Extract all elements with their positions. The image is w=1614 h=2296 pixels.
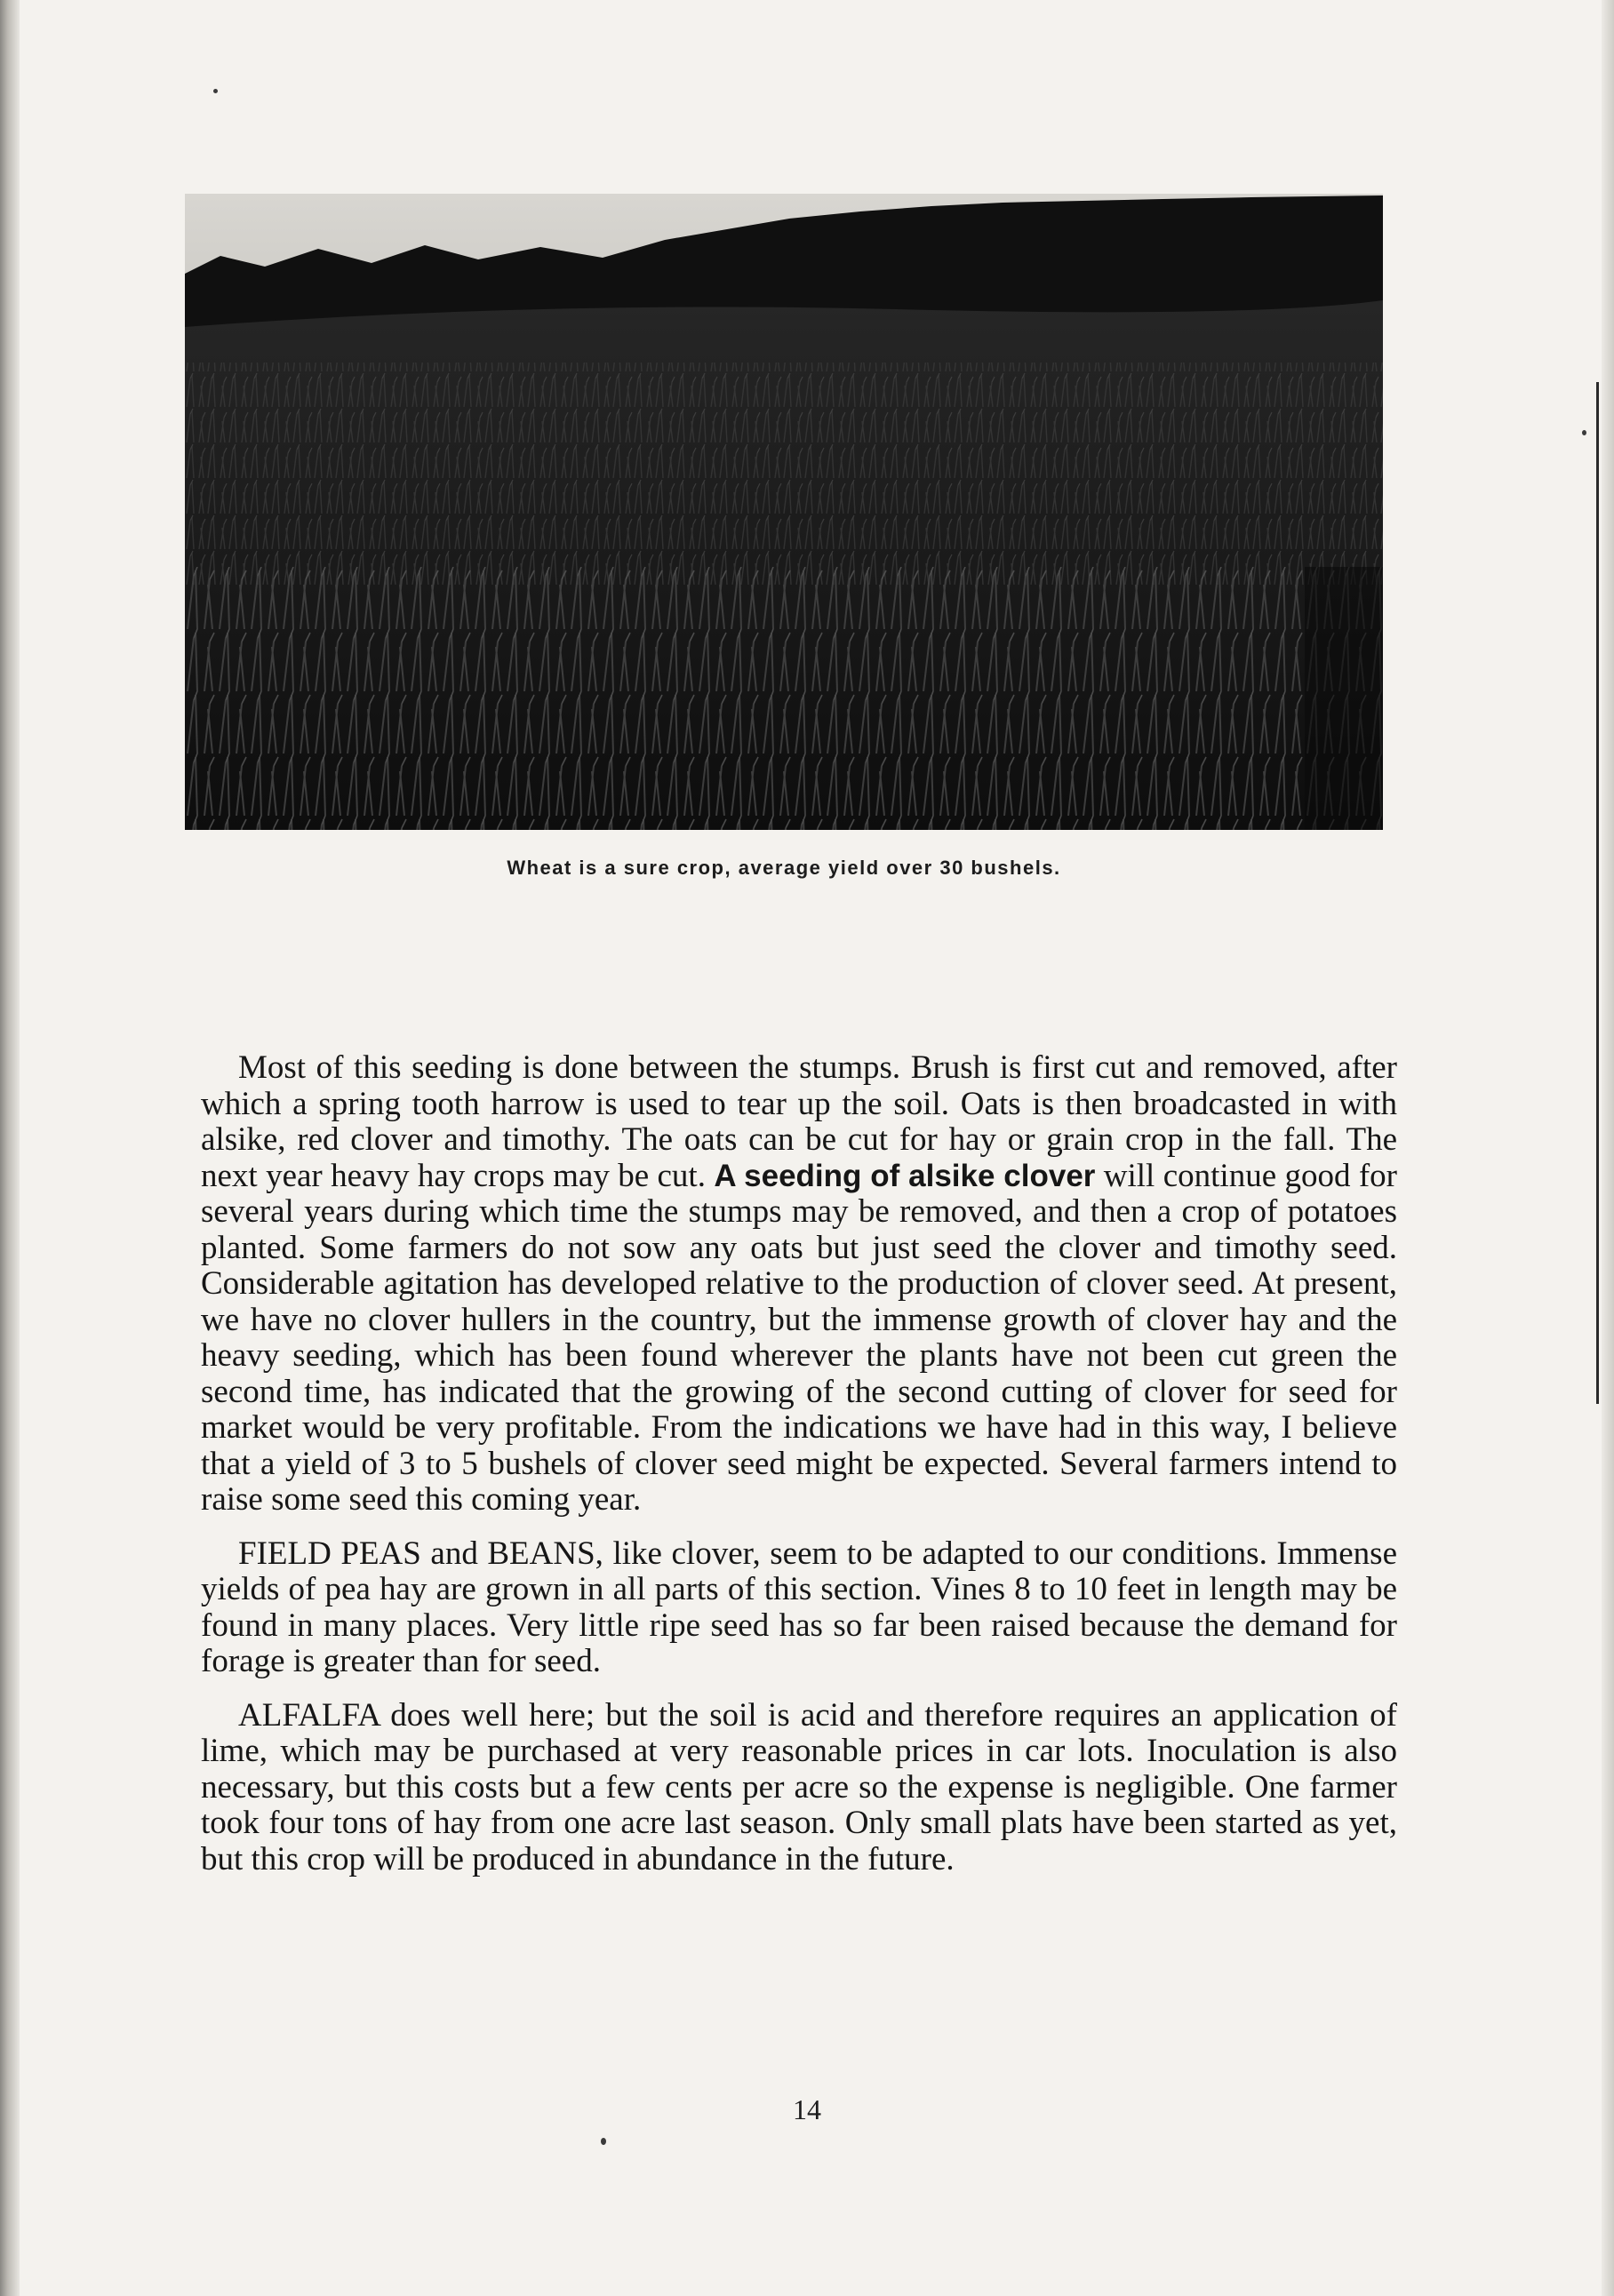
scan-edge-left — [0, 0, 20, 2296]
paragraph-field-peas: FIELD PEAS and BEANS, like clover, seem to be adapted to our conditions. Immense yields of pea hay are grown in all parts of this section. Vines 8 to 10 feet in length may be found in many places. Very little ripe seed has so far been raised because the demand for forage is greater than for seed. — [201, 1535, 1397, 1679]
scan-margin-line — [1596, 382, 1599, 1404]
photo-caption: Wheat is a sure crop, average yield over 30 bushels. — [507, 857, 1061, 879]
seeding-text-start: Most of this seeding is done between the stumps. Brush is first cut and removed, after which a spring tooth harrow is used to tear up the soil. Oats is then broadcasted in with alsike, red clover and timothy. The oats can be cut for hay or grain crop in the fall. The next year heavy hay crops may be cut. — [201, 1049, 1397, 1194]
paragraph-alfalfa: ALFALFA does well here; but the soil is acid and therefore requires an application of lime, which may be purchased at very reasonable prices in car lots. Inoculation is also necessary, but this costs but a few cents per acre so the expense is negligible. One farmer took four tons of hay from one acre last season. Only small plats have been started as yet, but this crop will be produced in abundance in the future. — [201, 1696, 1397, 1877]
scan-speck — [213, 89, 218, 93]
emphasized-phrase: A seeding of alsike clover — [714, 1158, 1096, 1193]
paragraph-seeding — [201, 1050, 1397, 1519]
seeding-text-end: will continue good for several years during which time the stumps may be removed, and then a crop of potatoes planted. Some farmers do not sow any oats but just seed the clover and timothy seed. Considerable agitation has developed relative to the production of clover seed. At present, we have no clover hullers in the country, but the immense growth of clover hay and the heavy seeding, which has been found wherever the plants have not been cut green the second time, has indicated that the growing of the second cutting of clover for seed for market would be very profitable. From the indications we have had in this way, I believe that a yield of 3 to 5 bushels of clover seed might be expected. Several farmers intend to raise some seed this coming year. — [201, 1157, 1397, 1518]
wheat-field-illustration — [185, 194, 1383, 830]
page-number: 14 — [793, 2093, 821, 2125]
scan-speck — [601, 2138, 606, 2145]
wheat-field-photo — [185, 194, 1383, 830]
scan-speck — [1582, 430, 1586, 435]
article-body — [201, 1050, 1397, 1895]
scan-edge-right — [1602, 0, 1614, 2296]
